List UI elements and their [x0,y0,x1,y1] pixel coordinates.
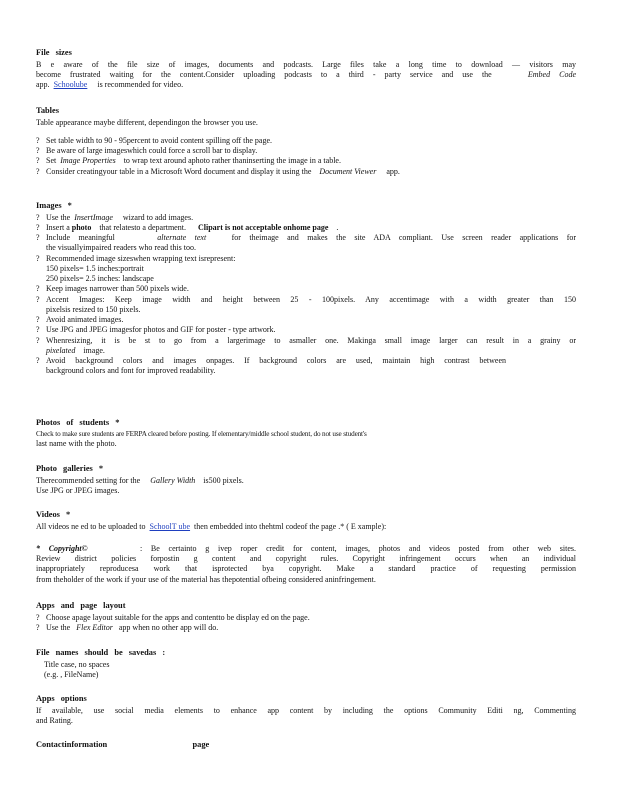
heading-images: Images * [36,201,72,210]
bullet-mark: ? [36,315,40,325]
images-bullet-7 [36,315,576,325]
images-bullet-1-end: wizard to add images. [122,212,194,222]
images-bullet-4-text: Recommended image sizeswhen wrapping text isrepresent: [46,253,236,263]
embed-code-app-name: Embed Code [527,69,576,79]
photo-emphasis: photo [71,222,92,232]
apps-options-line-2: and Rating. [36,715,73,725]
apps-layout-bullet-2-text: Use the [46,622,71,632]
images-bullet-3-line-1 [46,233,576,243]
images-bullet-10-line-2: background colors and font for improved readability. [46,366,216,376]
tables-bullet-1-text: Set table width to 90 - 95percent to avoid content spilling off the page. [46,135,273,145]
tables-bullet-1 [36,136,576,146]
heading-apps-options: Apps options [36,694,87,703]
images-bullet-1-text: Use the [46,212,71,222]
contact-heading-text: Contactinformation [36,740,108,749]
gallery-width-term: Gallery Width [150,475,196,485]
ferpa-notice: Check to make sure students are FERPA cleared before posting. If elementary/middle school student, do not use student's [36,429,367,438]
apps-options-line-1: If available, use social media elements to enhance app content by including the options Community Editi ng, Commenting [36,705,576,715]
bullet-mark: ? [36,622,40,632]
heading-contact-information [36,740,576,751]
images-bullet-6 [36,295,576,315]
file-sizes-line-1: B e aware of the file size of images, documents and podcasts. Large files take a long time to download — visitors may [36,59,576,69]
images-bullet-2-end: . [336,222,339,232]
tables-bullet-3 [36,156,576,166]
copyright-line-2: Review district policies forpostin g content and copyright rules. Copyright infringement occurs when an individual [36,554,576,564]
insert-image-term: InsertImage [74,212,113,222]
images-bullet-5-text: Keep images narrower than 500 pixels wide. [46,284,189,294]
bullet-mark: ? [36,135,40,145]
file-sizes-line-2 [36,70,576,80]
tables-bullet-2 [36,146,576,156]
bullet-mark: ? [36,325,40,335]
section-images [36,201,576,377]
images-bullet-4 [36,254,576,285]
tables-bullet-4-end: app. [386,166,400,176]
file-names-line-1: Title case, no spaces [44,659,110,669]
bullet-mark: ? [36,253,40,263]
images-bullet-8-text: Use JPG and JPEG imagesfor photos and GIF for poster - type artwork. [46,325,276,335]
section-apps-options [36,694,576,726]
images-bullet-2-text: Insert a [46,222,70,232]
videos-line-end: then embedded into thehtml codeof the page .* ( E xample): [194,521,387,531]
schooltube-link[interactable]: Schoolube [53,80,88,90]
section-file-names [36,648,576,680]
images-bullet-3-line-2: the visuallyimpaired readers who read this too. [46,243,196,253]
contact-heading-page: page [192,740,210,749]
images-bullet-2 [36,223,576,233]
images-bullet-9 [36,336,576,356]
file-sizes-line-3-end: is recommended for video. [97,80,184,90]
images-bullet-7-text: Avoid animated images. [46,315,124,325]
apps-layout-bullet-2-end: app when no other app will do. [118,622,219,632]
tables-bullet-3-text: Set [46,156,57,166]
images-bullet-3 [36,233,576,253]
apps-layout-bullet-1-text: Choose apage layout suitable for the apps and contentto be display ed on the page. [46,612,310,622]
heading-tables: Tables [36,106,59,115]
images-bullet-3-mid: for theimage and makes the site ADA compliant. Use screen reader applications for [231,233,577,243]
schooltube-video-link[interactable]: SchoolT ube [149,521,191,531]
image-properties-term: Image Properties [60,156,116,166]
section-copyright [36,544,576,585]
file-sizes-line-3 [36,80,576,90]
bullet-mark: ? [36,294,40,304]
portrait-size: 150 pixels= 1.5 inches:portrait [46,263,144,273]
copyright-line-4: from theholder of the work if your use of the material has thepotential ofbeing considered aninfringement. [36,574,376,584]
galleries-line-1-text: Therecommended setting for the [36,475,141,485]
copyright-line-3: inappropriately reproducesa work that isprotected bya copyright. Make a standard practice of requesting permission [36,564,576,574]
section-apps-and-page-layout [36,601,576,633]
file-sizes-line-3-text: app. [36,80,50,90]
apps-layout-bullet-2 [36,623,576,633]
clipart-warning: Clipart is not acceptable onhome page [197,222,329,232]
document-viewer-term: Document Viewer [319,166,377,176]
tables-bullet-4 [36,167,576,177]
tables-bullet-3-end: to wrap text around aphoto rather thaninserting the image in a table. [123,156,341,166]
photos-line-2: last name with the photo. [36,438,117,448]
images-bullet-2-mid: that relatesto a department. [99,222,186,232]
videos-line [36,522,576,532]
images-bullet-8 [36,325,576,335]
bullet-mark: ? [36,233,40,243]
images-bullet-5 [36,284,576,294]
heading-copyright: * Copyright© [36,544,88,553]
bullet-mark: ? [36,356,40,366]
tables-intro: Table appearance maybe different, dependingon the browser you use. [36,117,258,127]
flex-editor-term: Flex Editor [76,622,113,632]
videos-line-text: All videos ne ed to be uploaded to [36,521,146,531]
copyright-line-1-text: : Be certainto g ivep roper credit for content, images, photos and videos posted from other web sites. [139,544,577,553]
file-names-line-2: (e.g. , FileName) [44,669,99,679]
file-sizes-line-2-text: become frustrated waiting for the content.Consider uploading podcasts to a third - party service and use the [36,69,492,79]
bullet-mark: ? [36,284,40,294]
pixelated-term: pixelated [46,345,76,355]
apps-layout-bullet-1 [36,613,576,623]
galleries-line-1-end: is500 pixels. [203,475,244,485]
tables-bullet-4-text: Consider creatingyour table in a Microsoft Word document and display it using the [46,166,312,176]
galleries-line-2: Use JPG or JPEG images. [36,485,120,495]
bullet-mark: ? [36,212,40,222]
images-bullet-9-line-1: Whenresizing, it is be st to go from a largerimage to asmaller one. Makinga small image larger can result in a grainy or [46,335,576,345]
galleries-line-1 [36,476,576,486]
tables-bullet-2-text: Be aware of large imageswhich could force a scroll bar to display. [46,146,258,156]
bullet-mark: ? [36,335,40,345]
images-bullet-3-text: Include meaningful [46,233,115,243]
section-videos [36,510,576,532]
images-bullet-10 [36,356,576,376]
heading-apps-and-page-layout: Apps and page layout [36,601,126,610]
images-bullet-6-line-1: Accent Images: Keep image width and height between 25 - 100pixels. Any accentimage with a width greater than 150 [46,294,576,304]
images-bullet-10-line-1: Avoid background colors and images onpages. If background colors are used, maintain high contrast between [46,356,506,366]
images-bullet-9-end: image. [83,345,105,355]
bullet-mark: ? [36,156,40,166]
section-file-sizes [36,48,576,90]
bullet-mark: ? [36,166,40,176]
copyright-line-1 [36,544,576,554]
images-bullet-6-line-2: pixelsis resized to 150 pixels. [46,304,141,314]
heading-photos-of-students: Photos of students * [36,418,120,427]
heading-photo-galleries: Photo galleries * [36,464,104,473]
heading-file-sizes: File sizes [36,48,72,57]
images-bullet-1 [36,213,576,223]
section-contact-information [36,740,576,752]
images-bullet-9-line-2 [46,346,576,356]
bullet-mark: ? [36,222,40,232]
bullet-mark: ? [36,146,40,156]
section-photo-galleries [36,464,576,496]
section-tables [36,106,576,177]
heading-videos: Videos * [36,510,71,519]
alternate-text-term: alternate text [157,233,207,243]
bullet-mark: ? [36,612,40,622]
landscape-size: 250 pixels= 2.5 inches: landscape [46,274,154,284]
heading-file-names: File names should be savedas : [36,648,166,657]
section-photos-of-students [36,418,576,449]
